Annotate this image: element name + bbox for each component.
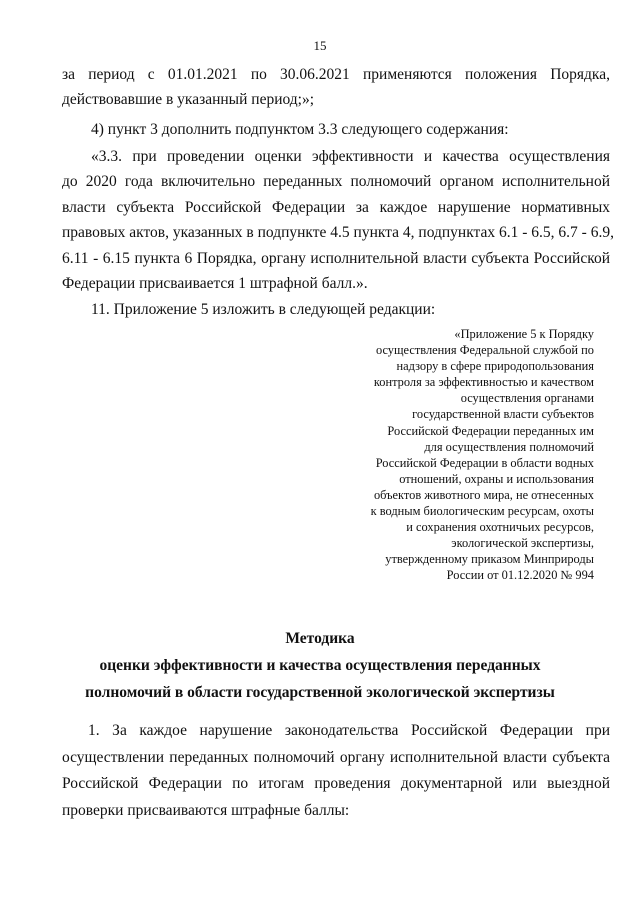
appendix-line: Российской Федерации переданных им xyxy=(387,423,594,438)
text-line: Федерации присваивается 1 штрафной балл.». xyxy=(62,275,368,293)
text-line: власти субъекта Российской Федерации за каждое нарушение нормативных xyxy=(62,198,610,216)
appendix-line: контроля за эффективностью и качеством xyxy=(373,375,594,390)
appendix-line: России от 01.12.2020 № 994 xyxy=(446,568,594,583)
appendix-line: экологической экспертизы, xyxy=(451,536,594,551)
methodology-subtitle-line: полномочий в области государственной экологической экспертизы xyxy=(85,684,555,701)
text-line: правовых актов, указанных в подпункте 4.5 пункта 4, подпунктах 6.1 - 6.5, 6.7 - 6.9, xyxy=(62,224,614,242)
appendix-line: объектов животного мира, не отнесенных xyxy=(373,487,594,502)
continuation-paragraph xyxy=(62,62,610,112)
appendix-line: и сохранения охотничьих ресурсов, xyxy=(406,520,594,535)
text-line: 6.11 - 6.15 пункта 6 Порядка, органу исполнительной власти субъекта Российской xyxy=(62,249,610,267)
page-number: 15 xyxy=(313,38,327,53)
text-line: осуществлении переданных полномочий органу исполнительной власти субъекта xyxy=(62,748,610,766)
appendix-line: государственной власти субъектов xyxy=(412,407,594,422)
appendix-line: утвержденному приказом Минприроды xyxy=(385,552,594,567)
methodology-subtitle-line: оценки эффективности и качества осуществления переданных xyxy=(99,657,541,674)
text-line: 4) пункт 3 дополнить подпунктом 3.3 следующего содержания: xyxy=(91,121,509,138)
appendix-line: «Приложение 5 к Порядку xyxy=(454,327,594,341)
appendix-header-block xyxy=(304,326,594,584)
text-line: действовавшие в указанный период;»; xyxy=(62,91,315,108)
subclause-3-3-paragraph xyxy=(62,144,614,296)
appendix-line: надзору в сфере природопользования xyxy=(396,359,594,374)
text-line: за период с 01.01.2021 по 30.06.2021 применяются положения Порядка, xyxy=(62,66,610,83)
appendix-line: для осуществления полномочий xyxy=(424,439,594,454)
appendix-line: осуществления органами xyxy=(460,391,594,406)
item-4-paragraph xyxy=(62,117,610,142)
text-line: проверки присваиваются штрафные баллы: xyxy=(62,801,350,819)
appendix-line: осуществления Федеральной службой по xyxy=(375,343,594,358)
methodology-title: Методика xyxy=(285,630,355,647)
text-line: до 2020 года включительно переданных полномочий органом исполнительной xyxy=(62,173,610,191)
appendix-line: отношений, охраны и использования xyxy=(399,471,594,486)
text-line: «3.3. при проведении оценки эффективности и качества осуществления xyxy=(91,148,610,165)
text-line: Российской Федерации по итогам проведения документарной или выездной xyxy=(62,775,610,792)
appendix-line: Российской Федерации в области водных xyxy=(375,455,594,470)
text-line: 1. За каждое нарушение законодательства Российской Федерации при xyxy=(88,722,610,739)
clause-1-paragraph xyxy=(62,718,610,824)
appendix-line: к водным биологическим ресурсам, охоты xyxy=(370,504,594,519)
item-11-paragraph xyxy=(62,297,610,322)
text-line: 11. Приложение 5 изложить в следующей редакции: xyxy=(91,301,436,318)
